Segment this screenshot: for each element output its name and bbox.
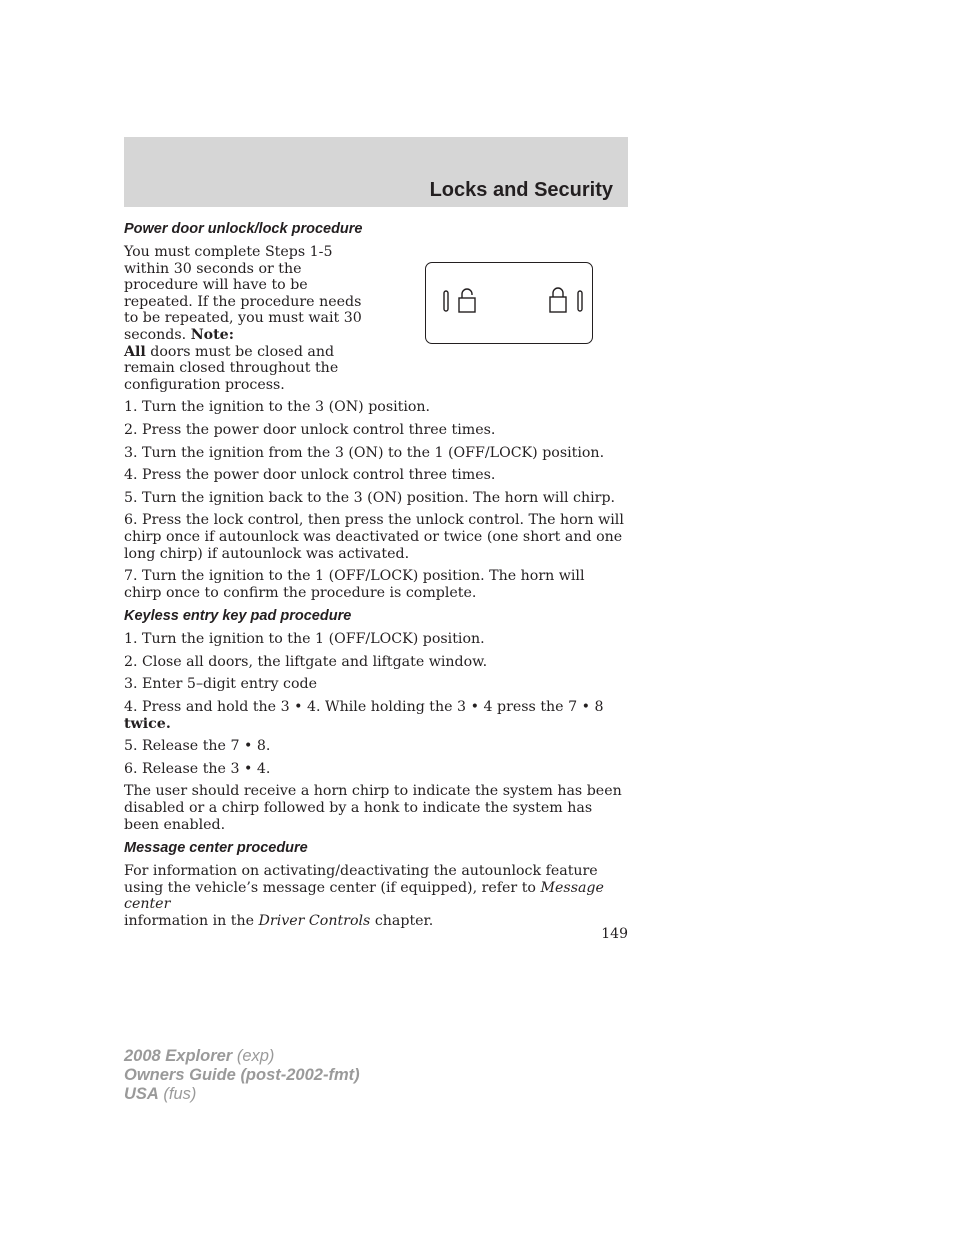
- door-lock-switch-figure: [425, 262, 593, 344]
- footer-line-2: [124, 1066, 360, 1085]
- footer-market: USA: [124, 1085, 159, 1103]
- keyless-step-3: 3. Enter 5–digit entry code: [124, 676, 318, 693]
- power-step-7: 7. Turn the ignition to the 1 (OFF/LOCK) position. The horn will chirp once to confirm the procedure is complete.: [124, 568, 585, 601]
- heading-keyless-entry: Keyless entry key pad procedure: [124, 608, 352, 625]
- keyless-result: The user should receive a horn chirp to indicate the system has been disabled or a chirp followed by a honk to indicate the system has been enabled.: [124, 783, 622, 833]
- footer-model: 2008 Explorer: [124, 1047, 233, 1065]
- keyless-step-4: [124, 699, 624, 732]
- driver-controls-ref: Driver Controls: [258, 913, 371, 929]
- message-text-c: chapter.: [370, 913, 434, 929]
- message-center-paragraph: [124, 863, 624, 929]
- keyless-step-4-bold: twice.: [124, 715, 171, 732]
- intro-paragraph: [124, 244, 379, 393]
- footer-market-code: (fus): [158, 1085, 197, 1103]
- footer-line-1: [124, 1047, 360, 1066]
- intro-note-label: Note:: [190, 326, 234, 343]
- page-number: 149: [601, 926, 628, 942]
- message-text-a: For information on activating/deactivating the autounlock feature using the vehicle’s message center (if equipped), refer to: [124, 863, 598, 896]
- keyless-step-4-text: 4. Press and hold the 3 • 4. While holding the 3 • 4 press the 7 • 8: [124, 699, 604, 716]
- power-step-5: 5. Turn the ignition back to the 3 (ON) position. The horn will chirp.: [124, 489, 616, 506]
- power-step-4: 4. Press the power door unlock control three times.: [124, 467, 496, 484]
- power-step-2: 2. Press the power door unlock control three times.: [124, 421, 496, 438]
- intro-all-bold: All: [124, 343, 146, 360]
- footer-line-3: [124, 1085, 360, 1104]
- keyless-step-2: 2. Close all doors, the liftgate and liftgate window.: [124, 653, 488, 670]
- page-content: [124, 220, 624, 936]
- keyless-step-1: 1. Turn the ignition to the 1 (OFF/LOCK) position.: [124, 631, 485, 648]
- intro-text: You must complete Steps 1-5 within 30 seconds or the procedure will have to be repeated. If the procedure needs to be repeated, you must wait 30 seconds.: [124, 244, 362, 343]
- footer-model-code: (exp): [232, 1047, 275, 1065]
- unlock-icon: [444, 289, 475, 312]
- message-center-ref: Message center: [124, 879, 604, 913]
- power-step-6: 6. Press the lock control, then press the unlock control. The horn will chirp once if autounlock was deactivated or twice (one short and one long chirp) if autounlock was activated.: [124, 512, 624, 562]
- power-step-3: 3. Turn the ignition from the 3 (ON) to the 1 (OFF/LOCK) position.: [124, 444, 605, 461]
- power-step-1: 1. Turn the ignition to the 3 (ON) position.: [124, 399, 431, 416]
- keyless-step-6: 6. Release the 3 • 4.: [124, 760, 271, 777]
- header-band: [124, 137, 628, 207]
- heading-power-door: Power door unlock/lock procedure: [124, 221, 363, 237]
- footer-guide: Owners Guide (post-2002-fmt): [124, 1066, 360, 1084]
- heading-message-center: Message center procedure: [124, 840, 308, 857]
- lock-icon: [550, 288, 582, 312]
- keyless-step-5: 5. Release the 7 • 8.: [124, 738, 271, 755]
- section-title: Locks and Security: [429, 179, 613, 201]
- footer: [124, 1047, 360, 1104]
- message-text-b: information in the: [124, 913, 259, 929]
- intro-text-end: doors must be closed and remain closed throughout the configuration process.: [124, 343, 339, 393]
